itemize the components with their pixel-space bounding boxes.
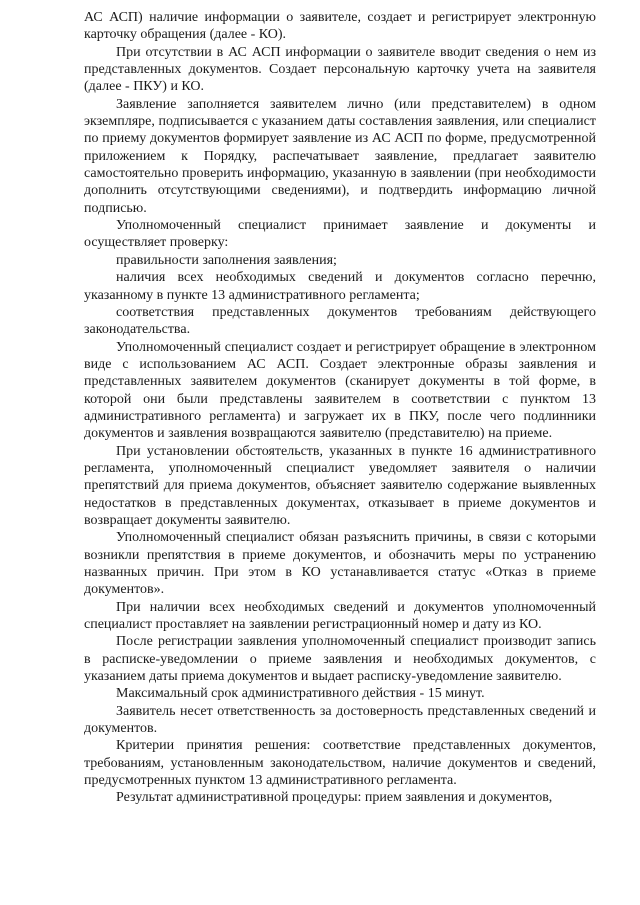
- paragraph: При установлении обстоятельств, указанных в пункте 16 административного регламента, уполномоченный специалист уведомляет заявителя о наличии препятствий для приема документов, объясняет заявителю содержание выявленных недостатков в представленных документах, отказывает в приеме документов и возвращает документы заявителю.: [84, 443, 596, 528]
- list-item: соответствия представленных документов требованиям действующего законодательства.: [84, 304, 596, 338]
- paragraph: Уполномоченный специалист обязан разъяснить причины, в связи с которыми возникли препятствия в приеме документов, и обозначить меры по устранению названных причин. При этом в КО устанавливается статус «Отказ в приеме документов».: [84, 530, 596, 598]
- paragraph: Заявитель несет ответственность за достоверность представленных сведений и документов.: [84, 703, 596, 737]
- paragraph: Заявление заполняется заявителем лично (или представителем) в одном экземпляре, подписывается с указанием даты составления заявления, или специалист по приему документов формирует заявление из АС АСП по форме, предусмотренной приложением к Порядку, распечатывает заявление, предлагает заявителю самостоятельно проверить информацию, указанную в заявлении (при необходимости дополнить отсутствующими сведениями), и подтвердить информацию личной подписью.: [84, 96, 596, 216]
- paragraph: При отсутствии в АС АСП информации о заявителе вводит сведения о нем из представленных документов. Создает персональную карточку учета на заявителя (далее - ПКУ) и КО.: [84, 44, 596, 95]
- paragraph: Результат административной процедуры: прием заявления и документов,: [116, 790, 553, 806]
- paragraph: При наличии всех необходимых сведений и документов уполномоченный специалист проставляет на заявлении регистрационный номер и дату из КО.: [84, 599, 596, 633]
- list-item: правильности заполнения заявления;: [116, 252, 337, 268]
- paragraph: После регистрации заявления уполномоченный специалист производит запись в расписке-уведомлении о приеме заявления и необходимых документов, с указанием даты приема документов и выдает расписку-уведомление заявителю.: [84, 634, 596, 685]
- paragraph: Критерии принятия решения: соответствие представленных документов, требованиям, установленным законодательством, наличие документов и сведений, предусмотренных пунктом 13 административного регламента.: [84, 738, 596, 789]
- paragraph: Уполномоченный специалист создает и регистрирует обращение в электронном виде с использованием АС АСП. Создает электронные образы заявления и представленных заявителем документов (сканирует документы в той форме, в которой они были представлены заявителем в соответствии с пунктом 13 административного регламента) и загружает их в ПКУ, после чего подлинники документов и заявления возвращаются заявителю (представителю) на приеме.: [84, 339, 596, 442]
- paragraph: АС АСП) наличие информации о заявителе, создает и регистрирует электронную карточку обращения (далее - КО).: [84, 10, 596, 43]
- paragraph: Максимальный срок административного действия - 15 минут.: [116, 686, 485, 702]
- paragraph: Уполномоченный специалист принимает заявление и документы и осуществляет проверку:: [84, 218, 596, 251]
- document-page: [84, 9, 596, 807]
- list-item: наличия всех необходимых сведений и документов согласно перечню, указанному в пункте 13 административного регламента;: [84, 270, 596, 303]
